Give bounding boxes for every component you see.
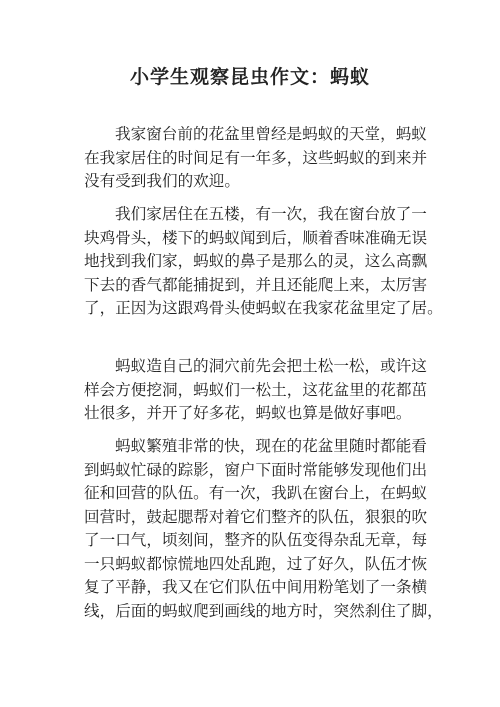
paragraph-3 bbox=[84, 355, 434, 426]
paragraph-4 bbox=[84, 435, 443, 623]
text-line: 没有受到我们的欢迎。 bbox=[84, 172, 240, 190]
text-line: 我们家居住在五楼，有一次，我在窗台放了一 bbox=[115, 205, 427, 223]
text-line: 块鸡骨头，楼下的蚂蚁闻到后，顺着香味准确无误 bbox=[84, 228, 428, 247]
text-line: 线，后面的蚂蚁爬到画线的地方时，突然刹住了脚， bbox=[84, 601, 443, 620]
text-line: 我家窗台前的花盆里曾经是蚂蚁的天堂，蚂蚁 bbox=[115, 125, 427, 143]
text-line: 征和回营的队伍。有一次，我趴在窗台上，在蚂蚁 bbox=[84, 484, 428, 502]
text-line: 样会方便挖洞，蚂蚁们一松土，这花盆里的花都茁 bbox=[84, 380, 428, 399]
text-line: 到蚂蚁忙碌的踪影，窗户下面时常能够发现他们出 bbox=[84, 460, 428, 479]
text-line: 地找到我们家，蚂蚁的鼻子是那么的灵，这么高飘 bbox=[84, 252, 428, 270]
paragraph-1 bbox=[84, 123, 434, 194]
text-line: 一只蚂蚁都惊慌地四处乱跑，过了好久，队伍才恢 bbox=[84, 554, 428, 573]
paragraph-2 bbox=[84, 203, 443, 321]
text-line: 回营时，鼓起腮帮对着它们整齐的队伍，狠狠的吹 bbox=[84, 507, 428, 526]
text-line: 了一口气，顷刻间，整齐的队伍变得杂乱无章，每 bbox=[84, 531, 428, 549]
text-line: 了，正因为这跟鸡骨头使蚂蚁在我家花盆里定了居。 bbox=[84, 299, 443, 317]
text-line: 下去的香气都能捕捉到，并且还能爬上来，太厉害 bbox=[84, 275, 428, 294]
text-line: 蚂蚁造自己的洞穴前先会把土松一松，或许这 bbox=[115, 357, 427, 375]
text-line: 壮很多，并开了好多花，蚂蚁也算是做好事吧。 bbox=[84, 404, 412, 422]
text-line: 复了平静，我又在它们队伍中间用粉笔划了一条横 bbox=[84, 578, 428, 596]
page-title: 小学生观察昆虫作文：蚂蚁 bbox=[129, 66, 370, 88]
text-line: 蚂蚁繁殖非常的快，现在的花盆里随时都能看 bbox=[115, 437, 427, 455]
text-line: 在我家居住的时间足有一年多，这些蚂蚁的到来并 bbox=[84, 148, 428, 167]
